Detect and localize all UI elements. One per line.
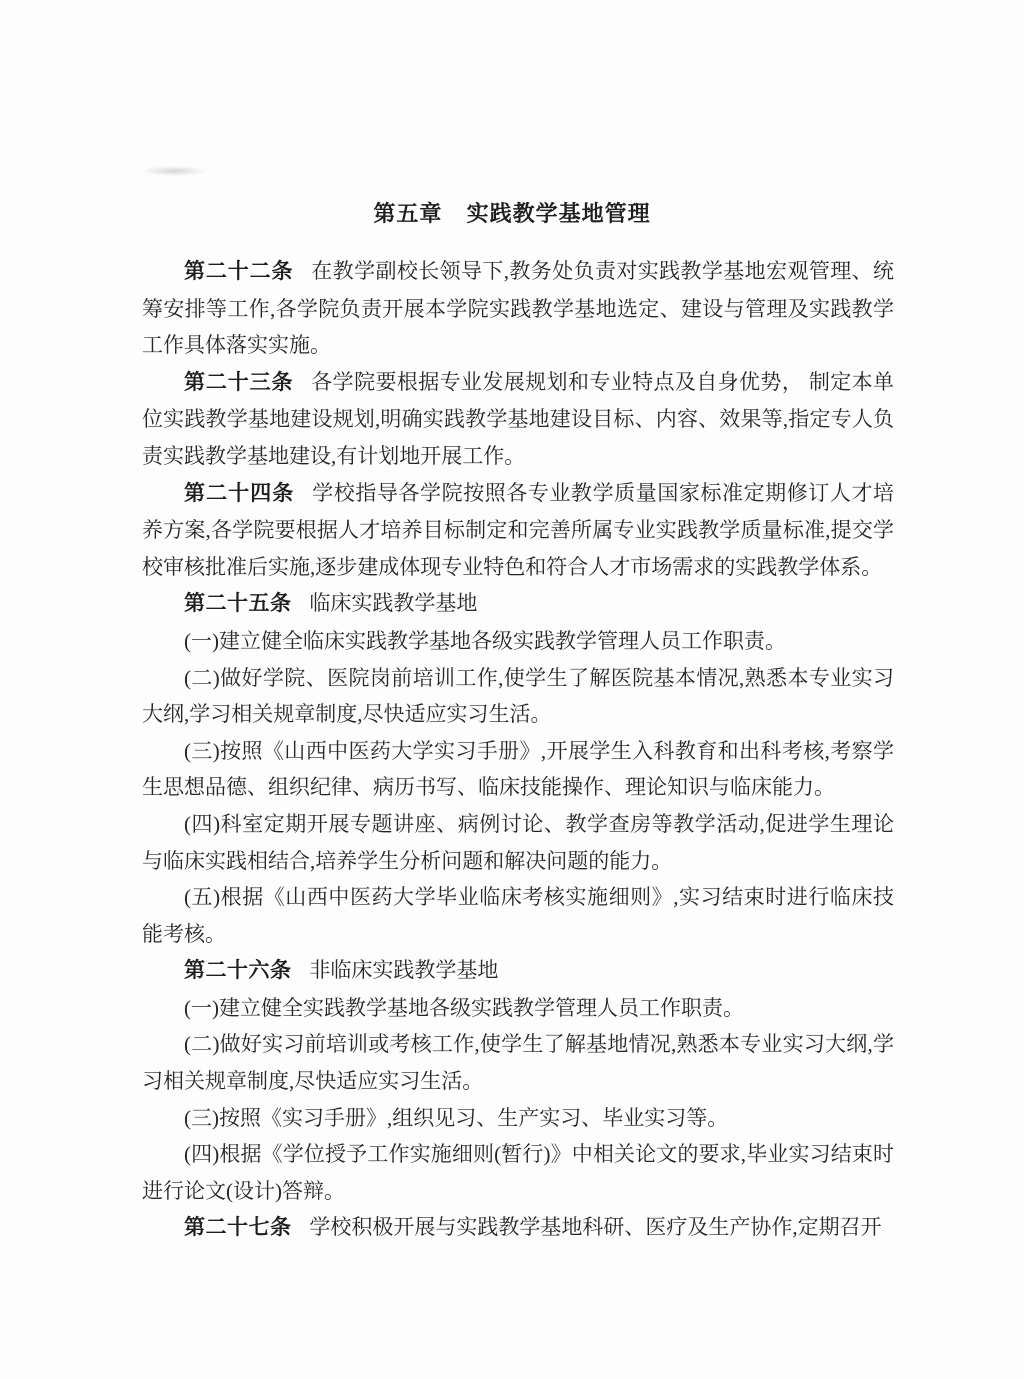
chapter-name: 实践教学基地管理 (466, 201, 651, 226)
paragraph-text: 在教学副校长领导下,教务处负责对实践教学基地宏观管理、统筹安排等工作,各学院负责开展本学院实践教学基地选定、建设与管理及实践教学工作具体落实实施。 (142, 259, 895, 358)
paragraph-text: 临床实践教学基地 (309, 591, 478, 616)
paragraph-text: (一)建立健全实践教学基地各级实践教学管理人员工作职责。 (184, 995, 744, 1020)
paragraph-text: (二)做好学院、医院岗前培训工作,使学生了解医院基本情况,熟悉本专业实习大纲,学习相关规章制度,尽快适应实习生活。 (142, 665, 894, 727)
clause-item-paragraph (142, 879, 894, 952)
paragraph-text: 学校积极开展与实践教学基地科研、医疗及生产协作,定期召开 (309, 1215, 882, 1240)
article-paragraph (142, 364, 894, 475)
document-body (142, 253, 894, 1247)
paragraph-text: 各学院要根据专业发展规划和专业特点及自身优势， 制定本单位实践教学基地建设规划,明确实践教学基地建设目标、内容、效果等,指定专人负责实践教学基地建设,有计划地开展工作。 (142, 369, 895, 468)
chapter-number: 第五章 (373, 201, 443, 226)
article-paragraph (142, 1209, 894, 1247)
article-number-label: 第二十五条 (184, 592, 292, 616)
paragraph-text: (二)做好实习前培训或考核工作,使学生了解基地情况,熟悉本专业实习大纲,学习相关规章制度,尽快适应实习生活。 (142, 1032, 894, 1094)
clause-item-paragraph (142, 1136, 894, 1209)
paragraph-text: 非临床实践教学基地 (309, 958, 499, 983)
paragraph-text: (五)根据《山西中医药大学毕业临床考核实施细则》,实习结束时进行临床技能考核。 (142, 885, 894, 946)
clause-item-paragraph (142, 1100, 894, 1137)
article-paragraph (142, 952, 894, 990)
paragraph-text: (四)科室定期开展专题讲座、病例讨论、教学查房等教学活动,促进学生理论与临床实践相结合,培养学生分析问题和解决问题的能力。 (142, 811, 894, 873)
article-number-label: 第二十四条 (184, 481, 295, 505)
paragraph-text: (四)根据《学位授予工作实施细则(暂行)》中相关论文的要求,毕业实习结束时进行论文(设计)答辩。 (142, 1142, 894, 1203)
scan-smudge-artifact (143, 166, 205, 176)
article-number-label: 第二十六条 (184, 959, 292, 983)
clause-item-paragraph (142, 733, 894, 806)
clause-item-paragraph (142, 990, 894, 1027)
chapter-title (0, 0, 1024, 230)
paragraph-text: (一)建立健全临床实践教学基地各级实践教学管理人员工作职责。 (184, 628, 786, 653)
article-paragraph (142, 253, 894, 364)
clause-item-paragraph (142, 806, 894, 879)
clause-item-paragraph (142, 660, 894, 733)
article-number-label: 第二十七条 (184, 1216, 292, 1240)
article-number-label: 第二十三条 (184, 370, 294, 394)
article-paragraph (142, 585, 894, 623)
clause-item-paragraph (142, 623, 894, 660)
paragraph-text: (三)按照《实习手册》,组织见习、生产实习、毕业实习等。 (184, 1105, 729, 1130)
paragraph-text: 学校指导各学院按照各专业教学质量国家标准定期修订人才培养方案,各学院要根据人才培养目标制定和完善所属专业实践教学质量标准,提交学校审核批准后实施,逐步建成体现专业特色和符合人才市场需求的实践教学体系。 (142, 480, 895, 579)
article-number-label: 第二十二条 (184, 260, 294, 283)
paragraph-text: (三)按照《山西中医药大学实习手册》,开展学生入科教育和出科考核,考察学生思想品德、组织纪律、病历书写、临床技能操作、理论知识与临床能力。 (142, 738, 894, 800)
article-paragraph (142, 475, 894, 586)
clause-item-paragraph (142, 1026, 894, 1099)
